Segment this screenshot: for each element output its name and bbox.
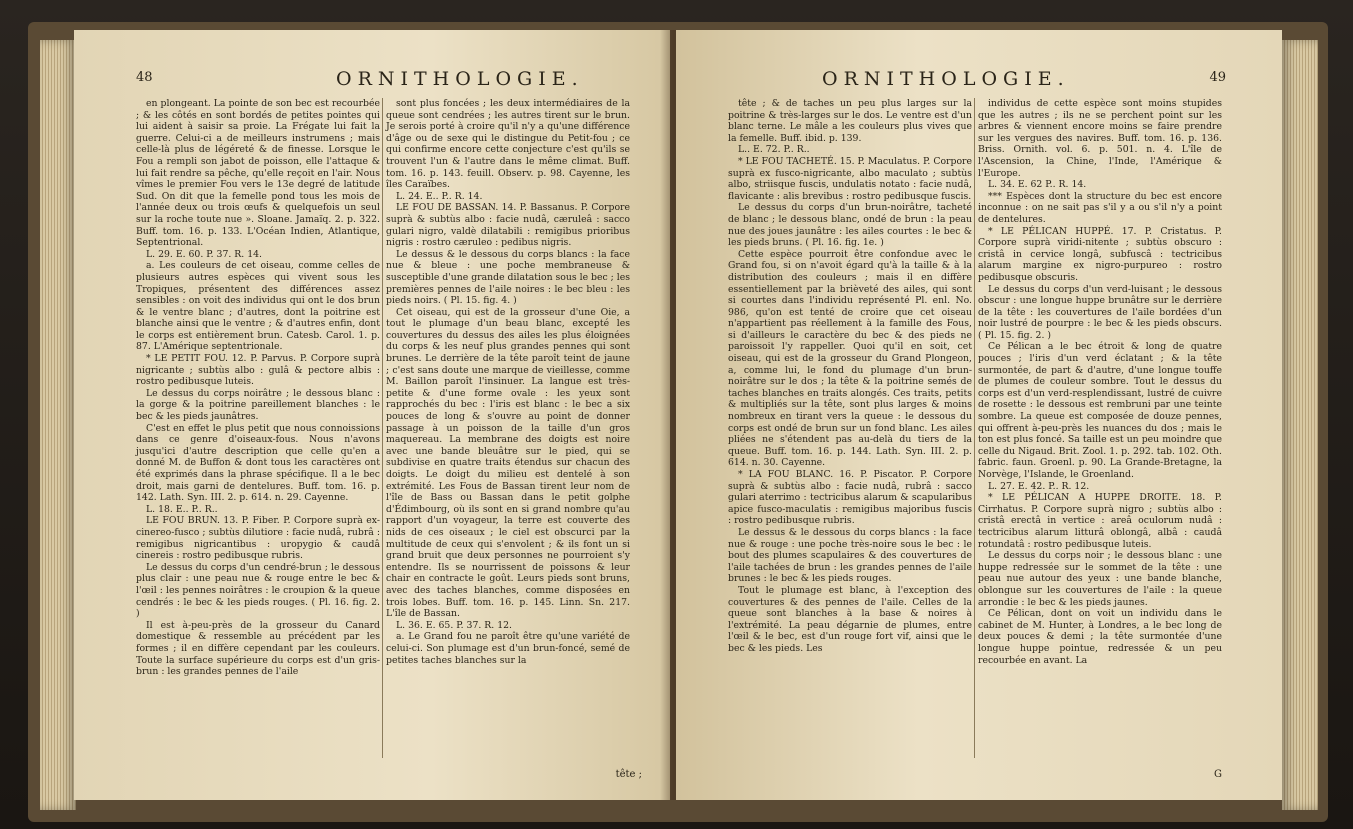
paragraph: LE FOU BRUN. 13. P. Fiber. P. Corpore suprà ex-cinereo-fusco ; subtùs dilutiore : facie nudâ, rubrâ : remigibus nigricantibus : uropygio & caudâ cinereis : rostro pedibusque rubris. <box>136 515 380 562</box>
paragraph: en plongeant. La pointe de son bec est recourbée ; & les côtés en sont bordés de petites pointes qui lui aident à saisir sa proie. La Frégate lui fait la guerre. Celui-ci a de meilleurs instrumens ; mais celle-là plus de légéreté & de finesse. Lorsque le Fou a rempli son jabot de poisson, elle l'attaque & lui fait rendre sa pêche, qu'elle reçoit en l'air. Nous vîmes le premier Fou vers le 13e degré de latitude Sud. On dit que la femelle pond tous les mois de l'année deux ou trois œufs & quelquefois un seul sur la roche toute nue ». Sloane. Jamaïq. 2. p. 322. Buff. tom. 16. p. 133. L'Océan Indien, Atlantique, Septentrional. <box>136 98 380 249</box>
right-catchword: G <box>1214 769 1222 780</box>
right-page-edges <box>1282 40 1318 810</box>
paragraph: Le dessus & le dessous du corps blancs : la face nue & bleue : une poche membraneuse & susceptible d'une grande dilatation sous le bec ; les premières pennes de l'aile noires : le bec bleu : les pieds noirs. ( Pl. 15. fig. 4. ) <box>386 248 630 307</box>
right-running-head <box>676 68 1282 94</box>
paragraph: Tout le plumage est blanc, à l'exception des couvertures & des pennes de l'aile. Celles de la queue sont blanches à la base & noires à l'extrémité. La peau dégarnie de plumes, entre l'œil & le bec, est d'un rouge fort vif, ainsi que le bec & les pieds. Les <box>728 584 972 654</box>
left-running-head <box>74 68 670 94</box>
paragraph: * LE PÉLICAN A HUPPE DROITE. 18. P. Cirrhatus. P. Corpore suprà nigro ; subtùs albo : cristâ erectâ in vertice : areâ oculorum nudâ : tectricibus alarum litturâ oblongâ, albâ : caudâ rotundatâ : rostro pedibusque luteis. <box>978 492 1222 550</box>
paragraph: L.. E. 72. P.. R.. <box>738 144 810 156</box>
left-column-b <box>386 98 630 666</box>
paragraph: Le dessus du corps noirâtre ; le dessous blanc : la gorge & la poitrine pareillement blanches : le bec & les pieds jaunâtres. <box>136 387 380 423</box>
right-page <box>676 30 1282 800</box>
paragraph: * LA FOU BLANC. 16. P. Piscator. P. Corpore suprà & subtùs albo : facie nudâ, rubrâ : sacco gulari aterrimo : tectricibus alarum & scapularibus apice fusco-maculatis : remigibus majoribus fuscis : rostro pedibusque rubris. <box>728 469 972 527</box>
paragraph: Le dessus du corps d'un cendré-brun ; le dessous plus clair : une peau nue & rouge entre le bec & l'œil : les pennes noirâtres : le croupion & la queue cendrés : le bec & les pieds rouges. ( Pl. 16. fig. 2. ) <box>136 561 380 620</box>
left-column-rule <box>382 98 383 758</box>
paragraph: L. 36. E. 65. P. 37. R. 12. <box>396 619 512 631</box>
right-page-number: 49 <box>1209 70 1226 85</box>
paragraph: a. Le Grand fou ne paroît être qu'une variété de celui-ci. Son plumage est d'un brun-foncé, semé de petites taches blanches sur la <box>386 631 630 666</box>
paragraph: Cette espèce pourroit être confondue avec le Grand fou, si on n'avoit égard qu'à la taille & à la distribution des couleurs ; mais il en diffère essentiellement par la brièveté des ailes, qui sont si courtes dans l'individu représenté Pl. enl. No. 986, qu'on est tenté de croire que cet oiseau n'appartient pas réellement à la famille des Fous, si d'ailleurs le caractère du bec & des pieds ne paroissoit l'y rappeller. Quoi qu'il en soit, cet oiseau, qui est de la grosseur du Grand Plongeon, a, comme lui, le fond du plumage d'un brun-noirâtre sur le dos ; la tête & la poitrine semés de taches blanches en traits alongés. Ces traits, petits & multipliés sur la tête, sont plus larges & moins nombreux en tirant vers la queue : le dessous du corps est ondé de brun sur un fond blanc. Les ailes pliées ne s'étendent pas au-delà du tiers de la queue. Buff. tom. 16. p. 144. Lath. Syn. III. 2. p. 614. n. 30. Cayenne. <box>728 248 972 469</box>
paragraph: tête ; & de taches un peu plus larges sur la poitrine & très-larges sur le dos. Le ventre est d'un blanc terne. Le mâle a les couleurs plus vives que la femelle. Buff. ibid. p. 139. <box>728 98 972 144</box>
right-column-a <box>728 98 972 655</box>
paragraph: Ce Pélican a le bec étroit & long de quatre pouces ; l'iris d'un verd éclatant ; & la tête surmontée, de part & d'autre, d'une longue touffe de plumes de couleur sombre. Tout le dessus du corps est d'un verd-resplendissant, lustré de cuivre de rosette : le dessous est rembruni par une teinte sombre. La queue est composée de douze pennes, qui offrent à-peu-près les nuances du dos ; mais le ton est plus foncé. Sa taille est un peu moindre que celle du Nigaud. Brit. Zool. 1. p. 292. tab. 102. Oth. fabric. faun. Groenl. p. 90. La Grande-Bretagne, la Norvège, l'Islande, le Groenland. <box>978 341 1222 480</box>
right-column-b <box>978 98 1222 666</box>
paragraph: Le dessus du corps d'un verd-luisant ; le dessous obscur : une longue huppe brunâtre sur le derrière de la tête : les couvertures de l'aile bordées d'un noir lustré de pourpre : le bec & les pieds obscurs. ( Pl. 15. fig. 2. ) <box>978 283 1222 341</box>
paragraph: C'est en effet le plus petit que nous connoissions dans ce genre d'oiseaux-fous. Nous n'avons jusqu'ici d'autre description que celle qu'en a donné M. de Buffon & dont tous les caractères ont été exprimés dans la phrase spécifique. Il a le bec droit, mais garni de dentelures. Buff. tom. 16. p. 142. Lath. Syn. III. 2. p. 614. n. 29. Cayenne. <box>136 422 380 504</box>
left-page <box>74 30 670 800</box>
left-page-number: 48 <box>136 70 153 85</box>
right-column-rule <box>974 98 975 758</box>
paragraph: L. 29. E. 60. P. 37. R. 14. <box>146 248 262 260</box>
paragraph: Le dessus du corps d'un brun-noirâtre, tacheté de blanc ; le dessous blanc, ondé de brun : la peau nue des joues jaunâtre : les ailes courtes : le bec & les pieds bruns. ( Pl. 16. fig. 1e. ) <box>728 202 972 249</box>
right-page-title: ORNITHOLOGIE. <box>822 68 1070 90</box>
left-catchword: tête ; <box>615 769 642 780</box>
paragraph: individus de cette espèce sont moins stupides que les autres ; ils ne se perchent point sur les arbres & viennent encore moins se faire prendre sur les vergues des navires. Buff. tom. 16. p. 136. Briss. Ornith. vol. 6. p. 501. n. 4. L'île de l'Ascension, la Chine, l'Inde, l'Amérique & l'Europe. <box>978 98 1222 179</box>
paragraph: LE FOU DE BASSAN. 14. P. Bassanus. P. Corpore suprà & subtùs albo : facie nudâ, cæruleâ : sacco gulari nigro, valdè dilatabili : remigibus prioribus nigris : rostro cæruleo : pedibus nigris. <box>386 202 630 249</box>
left-page-edges <box>40 40 76 810</box>
paragraph: a. Les couleurs de cet oiseau, comme celles de plusieurs autres espèces qui vivent sous les Tropiques, présentent des différences assez sensibles : on voit des individus qui ont le dos brun & le ventre blanc ; d'autres, dont la poitrine est blanche ainsi que le ventre ; & d'autres enfin, dont le corps est entièrement brun. Catesb. Carol. 1. p. 87. L'Amérique septentrionale. <box>136 260 380 353</box>
paragraph: Le dessus du corps noir ; le dessous blanc : une huppe redressée sur le sommet de la tête : une peau nue autour des yeux : une bande blanche, oblongue sur les couvertures de l'aile : la queue arrondie : le bec & les pieds jaunes. <box>978 550 1222 608</box>
left-column-a <box>136 98 380 678</box>
paragraph: L. 27. E. 42. P.. R. 12. <box>988 480 1090 492</box>
paragraph: L. 18. E.. P.. R.. <box>146 503 218 515</box>
paragraph: sont plus foncées ; les deux intermédiaires de la queue sont cendrées ; les autres tirent sur le brun. Je serois porté à croire qu'il n'y a qu'une différence d'âge ou de sexe qui le distingue du Petit-fou ; ce qui confirme encore cette conjecture c'est qu'ils se trouvent l'un & l'autre dans le même climat. Buff. tom. 16. p. 143. feuill. Observ. p. 98. Cayenne, les îles Caraïbes. <box>386 98 630 191</box>
paragraph: Cet oiseau, qui est de la grosseur d'une Oie, a tout le plumage d'un beau blanc, excepté les couvertures du dessus des ailes les plus éloignées du corps & les neuf plus grandes pennes qui sont brunes. Le derrière de la tête paroît teint de jaune ; c'est sans doute une marque de vieillesse, comme M. Baillon paroît l'insinuer. La langue est très-petite & d'une forme ovale : les yeux sont rapprochés du bec : l'iris est blanc : le bec a six pouces de long & s'ouvre au point de donner passage à un poisson de la taille d'un gros maquereau. La membrane des doigts est noire avec une bande bleuâtre sur le pied, qui se subdivise en quatre traits étendus sur chacun des doigts. Le doigt du milieu est dentelé à son extrémité. Les Fous de Bassan tirent leur nom de l'île de Bass ou Bassan dans le petit golphe d'Édimbourg, où ils sont en si grand nombre qu'au rapport d'un voyageur, la terre est couverte des nids de ces oiseaux ; le ciel est obscurci par la multitude de ceux qui s'envolent ; & ils font un si grand bruit que deux personnes ne pourroient s'y entendre. Ils se nourrissent de poissons & leur chair en contracte le goût. Leurs pieds sont bruns, avec des taches blanches, comme disposées en trois lobes. Buff. tom. 16. p. 145. Linn. Sn. 217. L'île de Bassan. <box>386 306 630 620</box>
paragraph: *** Espèces dont la structure du bec est encore inconnue : on ne sait pas s'il y a ou s'il n'y a point de dentelures. <box>978 190 1222 225</box>
paragraph: Ce Pélican, dont on voit un individu dans le cabinet de M. Hunter, à Londres, a le bec long de deux pouces & demi ; la tête surmontée d'une longue huppe pointue, redressée & un peu recourbée en avant. La <box>978 608 1222 666</box>
paragraph: L. 24. E.. P.. R. 14. <box>396 190 483 202</box>
left-page-title: ORNITHOLOGIE. <box>336 68 584 90</box>
paragraph: Il est à-peu-près de la grosseur du Canard domestique & ressemble au précédent par les formes ; il en diffère cependant par les couleurs. Toute la surface supérieure du corps est d'un gris-brun : les grandes pennes de l'aile <box>136 619 380 678</box>
paragraph: * LE PETIT FOU. 12. P. Parvus. P. Corpore suprà nigricante ; subtùs albo : gulâ & pectore albis : rostro pedibusque luteis. <box>136 353 380 388</box>
paragraph: L. 34. E. 62 P.. R. 14. <box>988 179 1087 191</box>
paragraph: Le dessus & le dessous du corps blancs : la face nue & rouge : une poche très-noire sous le bec : le bout des plumes scapulaires & des couvertures de l'aile tachées de brun : les grandes pennes de l'aile brunes : le bec & les pieds rouges. <box>728 526 972 585</box>
paragraph: * LE FOU TACHETÉ. 15. P. Maculatus. P. Corpore suprà ex fusco-nigricante, albo maculato ; subtùs albo, striisque fuscis, undulatis notato : facie nudâ, flavicante : alis brevibus : rostro pedibusque fuscis. <box>728 155 972 202</box>
paragraph: * LE PÉLICAN HUPPÉ. 17. P. Cristatus. P. Corpore suprà viridi-nitente ; subtùs obscuro : cristâ in cervice longâ, subfuscâ : tectricibus alarum margine ex nigro-purpureo : rostro pedibusque obscuris. <box>978 225 1222 283</box>
